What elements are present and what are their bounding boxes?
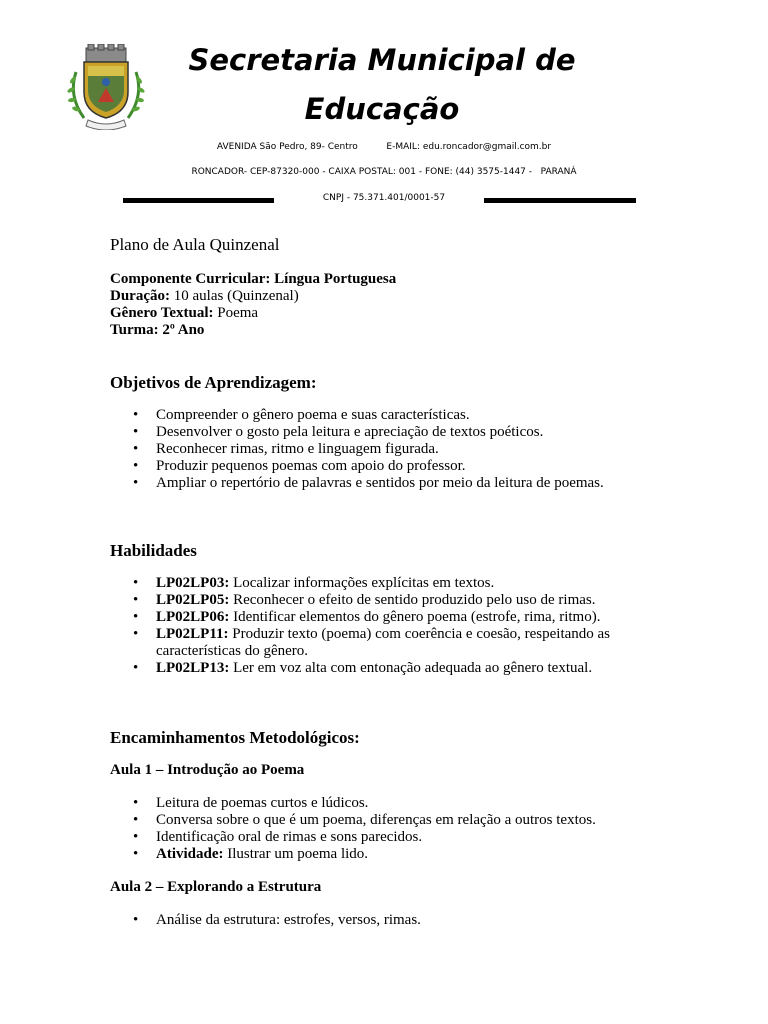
habilidades-heading: Habilidades [110,541,197,560]
encaminhamentos-heading: Encaminhamentos Metodológicos: [110,728,360,747]
plan-metadata [110,271,650,339]
plan-title: Plano de Aula Quinzenal [110,235,280,254]
componente-curricular [110,271,650,288]
habilidade-text: Localizar informações explícitas em textos. [229,575,495,591]
header-title-line-1: Secretaria Municipal de [188,43,576,77]
list-item: • Análise da estrutura: estrofes, versos, rimas. [156,912,650,929]
list-item: • Reconhecer rimas, ritmo e linguagem figurada. [156,441,650,458]
list-item: • Conversa sobre o que é um poema, diferenças em relação a outros textos. [156,812,650,829]
list-item [156,609,650,626]
componente-curricular-text: Componente Curricular: Língua Portuguesa [110,271,397,287]
aula-1-list [110,795,650,863]
list-item: • Produzir pequenos poemas com apoio do professor. [156,458,650,475]
lesson-plan-content [110,234,650,929]
habilidade-text: Ler em voz alta com entonação adequada ao gênero textual. [229,660,593,676]
list-item [156,846,650,863]
habilidade-text: Produzir texto (poema) com coerência e coesão, respeitando as características do gênero. [156,626,611,659]
list-item: • Ampliar o repertório de palavras e sentidos por meio da leitura de poemas. [156,475,650,492]
list-item: • Identificação oral de rimas e sons parecidos. [156,829,650,846]
turma [110,322,650,339]
atividade-text: Ilustrar um poema lido. [223,846,369,862]
duracao-label: Duração: [110,288,170,304]
duracao-value: 10 aulas (Quinzenal) [170,288,299,304]
aula-1-title: Aula 1 – Introdução ao Poema [110,762,305,778]
header-title-line-2: Educação [304,92,460,126]
habilidade-code: LP02LP11: [156,626,229,642]
header-cnpj: CNPJ - 75.371.401/0001-57 [322,193,446,203]
habilidade-code: LP02LP03: [156,575,230,591]
duracao [110,288,650,305]
header-postal-info: RONCADOR- CEP-87320-000 - CAIXA POSTAL: 001 - FONE: (44) 3575-1447 - PARANÁ [191,167,577,177]
list-item: • Leitura de poemas curtos e lúdicos. [156,795,650,812]
header-divider-right [484,198,636,203]
habilidade-code: LP02LP06: [156,609,230,625]
objetivos-heading: Objetivos de Aprendizagem: [110,373,317,392]
habilidade-text: Identificar elementos do gênero poema (estrofe, rima, ritmo). [229,609,601,625]
habilidades-list [110,575,650,677]
list-item [156,575,650,592]
genero-textual [110,305,650,322]
habilidade-code: LP02LP13: [156,660,230,676]
municipal-crest-icon [66,44,146,130]
habilidade-text: Reconhecer o efeito de sentido produzido pelo uso de rimas. [229,592,596,608]
genero-label: Gênero Textual: [110,305,214,321]
list-item [156,626,650,660]
genero-value: Poema [213,305,259,321]
objetivos-list [110,407,650,492]
atividade-label: Atividade: [156,846,224,862]
header-address: AVENIDA São Pedro, 89- Centro E-MAIL: edu.roncador@gmail.com.br [216,142,552,152]
list-item: • Desenvolver o gosto pela leitura e apreciação de textos poéticos. [156,424,650,441]
list-item [156,660,650,677]
aula-2-title: Aula 2 – Explorando a Estrutura [110,879,322,895]
list-item [156,592,650,609]
habilidade-code: LP02LP05: [156,592,230,608]
turma-text: Turma: 2º Ano [110,322,205,338]
list-item: • Compreender o gênero poema e suas características. [156,407,650,424]
aula-2-list [110,912,650,929]
